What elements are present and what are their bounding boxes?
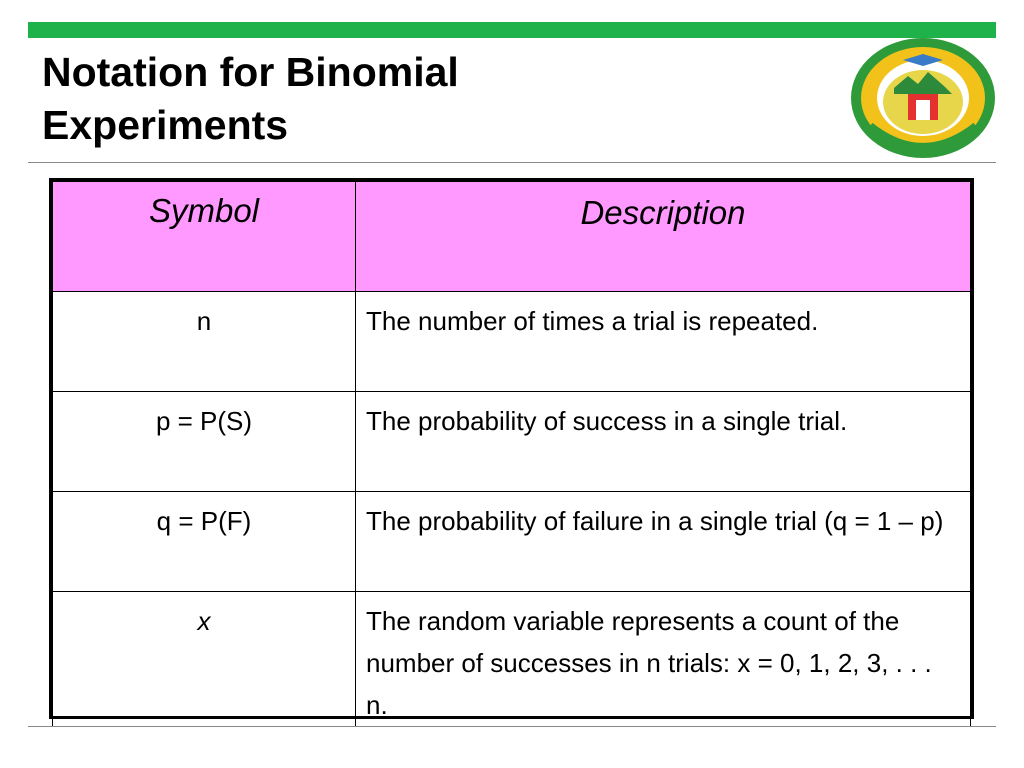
table-header-row bbox=[53, 182, 971, 292]
symbol-cell: q = P(F) bbox=[53, 492, 356, 592]
slide-title: Notation for Binomial Experiments bbox=[42, 49, 459, 148]
header-description: Description bbox=[356, 182, 971, 292]
table-row bbox=[53, 492, 971, 592]
symbol-cell: p = P(S) bbox=[53, 392, 356, 492]
university-seal-icon bbox=[848, 36, 998, 160]
description-cell: The random variable represents a count of the number of successes in n trials: x = 0, 1, 2, 3, . . . n. bbox=[356, 592, 971, 727]
table-row bbox=[53, 292, 971, 392]
symbol-cell: x bbox=[53, 592, 356, 727]
description-cell: The probability of failure in a single trial (q = 1 – p) bbox=[356, 492, 971, 592]
description-cell: The probability of success in a single trial. bbox=[356, 392, 971, 492]
header-symbol: Symbol bbox=[53, 182, 356, 292]
title-divider bbox=[28, 162, 996, 163]
footer-divider bbox=[28, 726, 996, 727]
notation-table bbox=[49, 178, 974, 719]
description-cell: The number of times a trial is repeated. bbox=[356, 292, 971, 392]
table-row bbox=[53, 392, 971, 492]
symbol-cell: n bbox=[53, 292, 356, 392]
table-row bbox=[53, 592, 971, 727]
